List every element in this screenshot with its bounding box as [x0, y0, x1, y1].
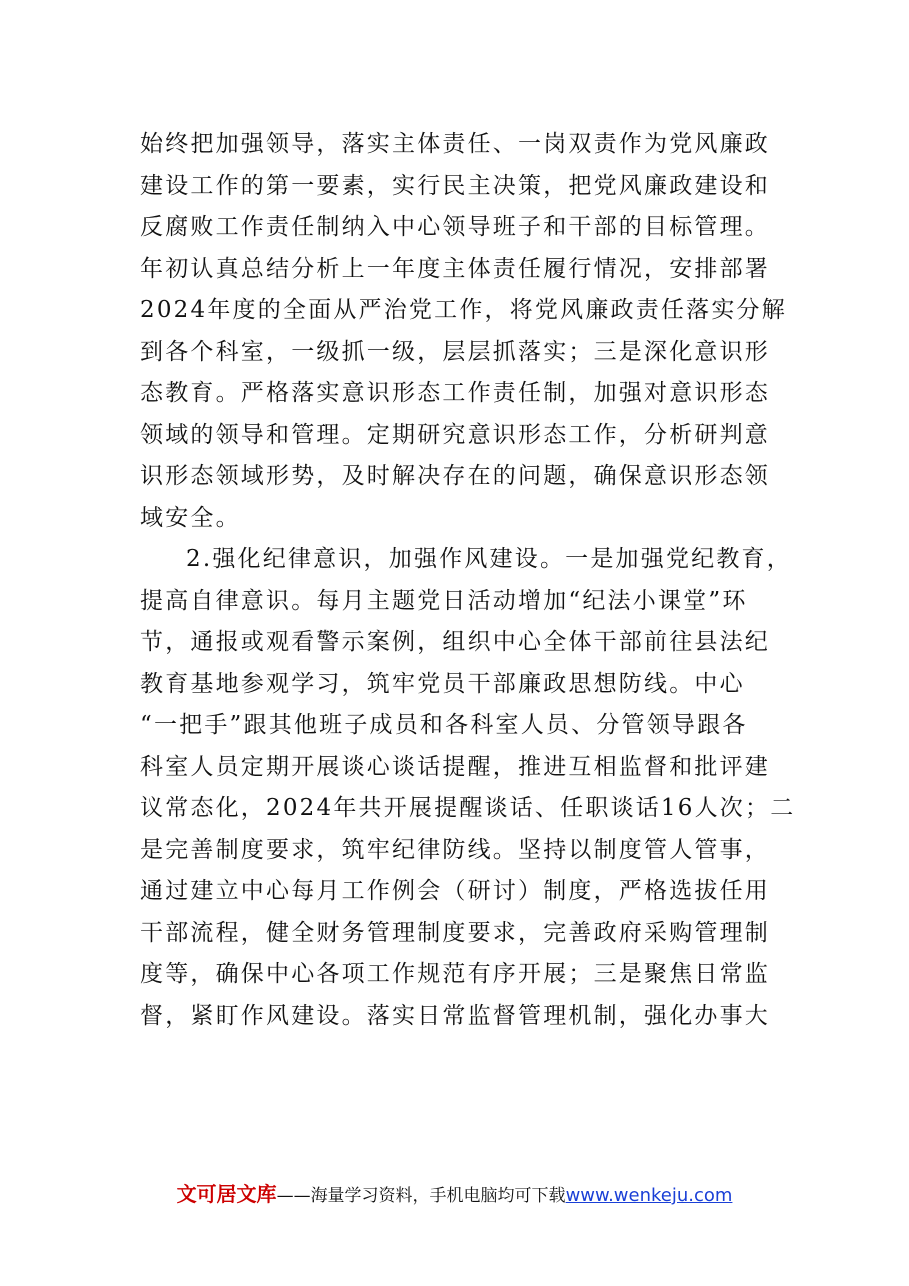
document-body: [140, 124, 796, 1037]
text-line: 通过建立中心每月工作例会（研讨）制度，严格选拔任用: [140, 878, 770, 904]
text-line: 反腐败工作责任制纳入中心领导班子和干部的目标管理。: [140, 214, 770, 240]
text-line: 教育基地参观学习，筑牢党员干部廉政思想防线。中心: [140, 670, 745, 697]
text-line: 域安全。: [140, 504, 241, 531]
footer-banner: [0, 1178, 909, 1207]
text-line: 提高自律意识。每月主题党日活动增加“纪法小课堂”环: [140, 587, 748, 614]
footer-tagline: ——海量学习资料，手机电脑均可下载: [276, 1186, 566, 1206]
text-line: 议常态化，2024年共开展提醒谈话、任职谈话16人次；二: [140, 795, 796, 821]
text-line: 建设工作的第一要素，实行民主决策，把党风廉政建设和: [140, 172, 770, 199]
footer-site-link[interactable]: www.wenkeju.com: [565, 1185, 733, 1206]
text-line: 度等，确保中心各项工作规范有序开展；三是聚焦日常监: [140, 961, 770, 987]
text-line: 领域的领导和管理。定期研究意识形态工作，分析研判意: [140, 421, 770, 448]
footer-brand: 文可居文库: [176, 1182, 277, 1206]
text-line: 态教育。严格落实意识形态工作责任制，加强对意识形态: [140, 380, 770, 406]
text-line: 干部流程，健全财务管理制度要求，完善政府采购管理制: [140, 919, 770, 946]
text-line: 节，通报或观看警示案例，组织中心全体干部前往县法纪: [140, 629, 770, 655]
paragraph-heading-line: 2.强化纪律意识，加强作风建设。一是加强党纪教育，: [186, 546, 792, 572]
text-line: “一把手”跟其他班子成员和各科室人员、分管领导跟各: [140, 712, 748, 738]
text-line: 科室人员定期开展谈心谈话提醒，推进互相监督和批评建: [140, 753, 770, 780]
text-line: 识形态领域形势，及时解决存在的问题，确保意识形态领: [140, 463, 770, 489]
text-line: 到各个科室，一级抓一级，层层抓落实；三是深化意识形: [140, 338, 770, 365]
text-line: 是完善制度要求，筑牢纪律防线。坚持以制度管人管事，: [140, 836, 770, 863]
text-line: 始终把加强领导，落实主体责任、一岗双责作为党风廉政: [140, 131, 770, 157]
text-line: 2024年度的全面从严治党工作，将党风廉政责任落实分解: [140, 297, 787, 323]
text-line: 年初认真总结分析上一年度主体责任履行情况，安排部署: [140, 255, 770, 282]
text-line: 督，紧盯作风建设。落实日常监督管理机制，强化办事大: [140, 1002, 770, 1029]
